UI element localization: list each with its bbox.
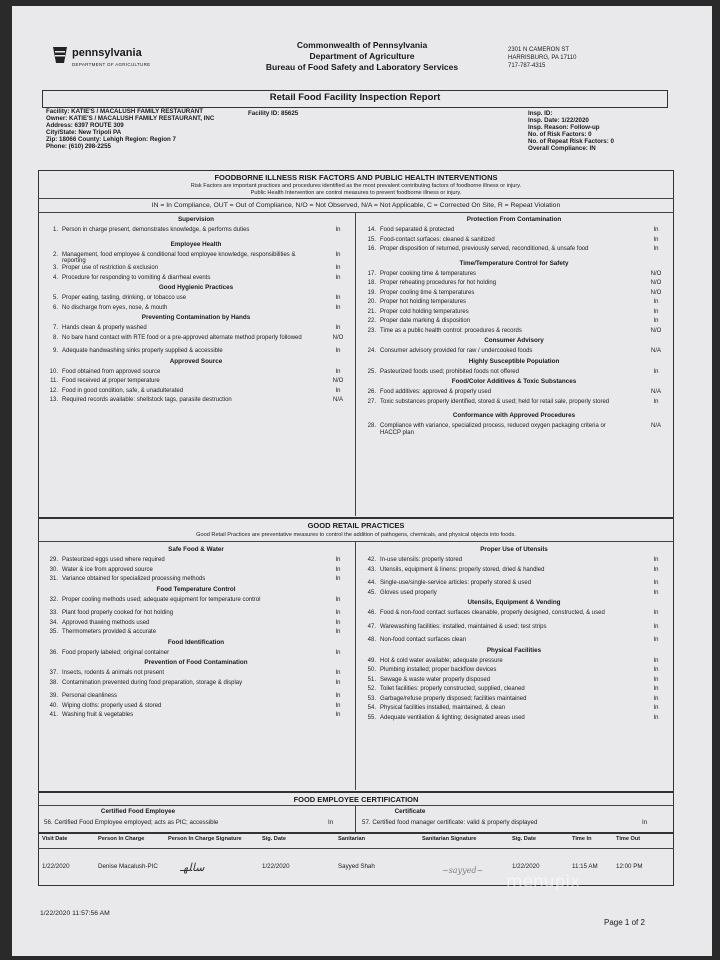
item-description: Proper cold holding temperatures xyxy=(380,308,469,315)
facility-name: Facility: KATIE'S / MACALUSH FAMILY RESTAURANT xyxy=(46,108,203,115)
item-description: Insects, rodents & animals not present xyxy=(62,670,165,676)
item-number: 37. xyxy=(49,670,58,676)
item-description: Adequate ventilation & lighting; designated areas used xyxy=(380,714,525,721)
item-status: In xyxy=(335,295,341,301)
item-status: In xyxy=(653,368,659,375)
sig-header: Sig. Date xyxy=(262,836,286,842)
item-status: N/O xyxy=(650,270,662,277)
item-status: In xyxy=(653,686,659,692)
item-number: 10. xyxy=(49,368,58,375)
item-number: 42. xyxy=(367,557,376,563)
item-number: 45. xyxy=(367,589,376,596)
cert-right-head: Certificate xyxy=(394,808,426,815)
item-description: Food received at proper temperature xyxy=(62,378,160,384)
item-status: In xyxy=(653,580,659,586)
item-number: 30. xyxy=(49,566,58,573)
item-description: Food & non-food contact surfaces cleanable, properly designed, constructed, & used xyxy=(380,610,605,616)
cert-left-status: In xyxy=(328,819,334,826)
section-subheading: Food/Color Additives & Toxic Substances xyxy=(451,378,577,385)
foodborne-desc-1: Risk Factors are important practices and procedures identified as the most prevalent contributing factors of foodborne illness or injury. xyxy=(190,183,522,189)
item-number: 13. xyxy=(49,397,58,403)
insp-risk-factors: No. of Risk Factors: 0 xyxy=(528,131,592,138)
item-status: In xyxy=(335,670,341,676)
item-status: N/A xyxy=(650,348,661,354)
item-number: 33. xyxy=(49,610,58,616)
section-subheading: Time/Temperature Control for Safety xyxy=(459,259,569,267)
item-number: 9. xyxy=(52,348,58,354)
item-description: Physical facilities installed, maintained, & clean xyxy=(380,705,506,711)
item-number: 26. xyxy=(367,389,376,395)
item-number: 21. xyxy=(367,308,376,315)
sig-header: Sig. Date xyxy=(512,836,536,842)
item-number: 43. xyxy=(367,566,376,573)
item-number: 35. xyxy=(49,629,58,635)
item-number: 16. xyxy=(367,246,376,252)
item-description: Food in good condition, safe, & unadulterated xyxy=(62,387,184,394)
item-status: N/A xyxy=(332,397,343,403)
item-status: In xyxy=(335,368,341,375)
item-status: In xyxy=(335,596,341,603)
item-description: Single-use/single-service articles: properly stored & used xyxy=(380,580,532,586)
item-number: 41. xyxy=(49,712,58,718)
item-status: In xyxy=(653,705,659,711)
insp-repeat-risk: No. of Repeat Risk Factors: 0 xyxy=(528,138,614,145)
item-status: N/O xyxy=(332,334,344,341)
pa-keystone-icon xyxy=(52,46,68,64)
section-subheading: Good Hygienic Practices xyxy=(158,284,234,291)
sig-header: Sanitarian Signature xyxy=(422,836,477,842)
item-description: Utensils, equipment & linens: properly stored, dried & handled xyxy=(380,566,545,573)
certification-title: FOOD EMPLOYEE CERTIFICATION xyxy=(293,795,419,804)
item-description: Food additives: approved & properly used xyxy=(380,389,492,395)
cert-left-head: Certified Food Employee xyxy=(100,808,176,815)
item-number: 3. xyxy=(52,265,58,271)
item-status: In xyxy=(653,637,659,643)
item-number: 12. xyxy=(49,387,58,394)
item-number: 18. xyxy=(367,280,376,286)
item-status: In xyxy=(335,619,341,626)
item-number: 29. xyxy=(49,557,58,563)
org-line-2: Department of Agriculture xyxy=(309,51,415,61)
item-status: N/O xyxy=(650,280,662,286)
item-description: Procedure for responding to vomiting & diarrheal events xyxy=(62,274,211,281)
section-subheading: Physical Facilities xyxy=(486,646,542,654)
item-description: Proper date marking & disposition xyxy=(380,318,471,324)
item-description: Required records available: shellstock tags, parasite destruction xyxy=(62,397,232,403)
facility-id: Facility ID: 85625 xyxy=(248,110,299,117)
section-subheading: Prevention of Food Contamination xyxy=(144,659,248,666)
item-description: Food separated & protected xyxy=(380,227,455,233)
item-number: 38. xyxy=(49,679,58,686)
item-description: Wiping cloths: properly used & stored xyxy=(62,702,162,709)
section-subheading: Food Temperature Control xyxy=(156,585,236,593)
item-number: 8. xyxy=(52,334,58,341)
item-status: In xyxy=(335,693,341,699)
section-subheading: Utensils, Equipment & Vending xyxy=(467,599,561,606)
item-description: Food properly labeled; original container xyxy=(62,649,170,656)
item-number: 53. xyxy=(367,695,376,702)
item-status: N/O xyxy=(650,289,662,296)
item-description: No discharge from eyes, nose, & mouth xyxy=(62,304,168,311)
foodborne-title: FOODBORNE ILLNESS RISK FACTORS AND PUBLIC HEALTH INTERVENTIONS xyxy=(214,173,498,182)
item-description: Hands clean & properly washed xyxy=(62,325,147,331)
item-number: 52. xyxy=(367,686,376,692)
item-description: Warewashing facilities: installed, maintained & used; test strips xyxy=(380,623,547,630)
item-number: 2. xyxy=(52,251,58,258)
sig-header: Person In Charge Signature xyxy=(168,836,242,842)
section-subheading: Supervision xyxy=(177,216,215,223)
section-subheading: Food Identification xyxy=(167,638,225,646)
section-subheading: Employee Health xyxy=(170,240,222,248)
item-number: 39. xyxy=(49,693,58,699)
item-status: In xyxy=(653,557,659,563)
item-description: Compliance with variance, specialized process, reduced oxygen packaging criteria or HACCP plan xyxy=(380,423,606,436)
item-description: Proper cooling time & temperatures xyxy=(380,289,475,296)
item-description: Variance obtained for specialized processing methods xyxy=(62,576,206,582)
item-status: In xyxy=(653,227,659,233)
item-status: In xyxy=(335,387,341,394)
item-status: In xyxy=(335,576,341,582)
item-number: 11. xyxy=(50,378,58,384)
item-number: 4. xyxy=(52,274,58,281)
item-status: In xyxy=(335,557,341,563)
item-status: In xyxy=(653,318,659,324)
item-status: In xyxy=(653,299,659,305)
sig-header: Person In Charge xyxy=(98,836,145,842)
item-status: In xyxy=(653,623,659,630)
sig-value: Denise Macalush-PIC xyxy=(98,863,158,870)
item-number: 46. xyxy=(367,610,376,616)
item-number: 44. xyxy=(367,580,376,586)
print-timestamp: 1/22/2020 11:57:56 AM xyxy=(40,910,110,917)
item-description: Water & ice from approved source xyxy=(62,566,153,573)
item-number: 7. xyxy=(52,325,58,331)
item-status: In xyxy=(335,610,341,616)
item-description: Garbage/refuse properly disposed; facilities maintained xyxy=(380,695,527,702)
sig-value: 12:00 PM xyxy=(616,863,643,870)
item-number: 25. xyxy=(367,368,376,375)
item-description: Proper cooking time & temperatures xyxy=(380,270,477,277)
org-line-3: Bureau of Food Safety and Laboratory Services xyxy=(265,62,459,72)
item-number: 48. xyxy=(367,637,376,643)
foodborne-desc-2: Public Health Intervention are control measures to prevent foodborne illness or injury. xyxy=(250,190,462,196)
section-subheading: Highly Susceptible Population xyxy=(468,357,560,365)
item-description: Proper disposition of returned, previously served, reconditioned, & unsafe food xyxy=(380,246,589,252)
item-number: 51. xyxy=(367,676,376,683)
address-line-1: 2301 N CAMERON ST xyxy=(508,47,570,53)
insp-date: Insp. Date: 1/22/2020 xyxy=(528,117,589,124)
item-description: Food-contact surfaces: cleaned & sanitized xyxy=(380,236,495,243)
item-status: In xyxy=(335,649,341,656)
item-description: Management, food employee & conditional food employee knowledge, responsibilities & reporting xyxy=(62,251,296,265)
item-number: 34. xyxy=(49,619,58,626)
item-number: 36. xyxy=(49,649,58,656)
facility-phone: Phone: (610) 298-2255 xyxy=(46,143,111,150)
item-status: In xyxy=(335,566,341,573)
item-status: In xyxy=(335,679,341,686)
item-status: In xyxy=(335,227,341,233)
item-status: In xyxy=(653,236,659,243)
item-status: N/A xyxy=(650,423,661,429)
item-description: Personal cleanliness xyxy=(62,693,118,699)
item-number: 50. xyxy=(367,667,376,673)
item-description: Thermometers provided & accurate xyxy=(62,629,157,635)
item-status: In xyxy=(653,657,659,664)
item-description: Hot & cold water available; adequate pressure xyxy=(380,657,503,664)
item-status: In xyxy=(653,610,659,616)
logo-name: pennsylvania xyxy=(72,47,142,59)
item-description: Plumbing installed; proper backflow devices xyxy=(380,667,497,673)
logo-subtitle: DEPARTMENT OF AGRICULTURE xyxy=(72,62,151,67)
item-status: N/O xyxy=(650,327,662,334)
retail-title: GOOD RETAIL PRACTICES xyxy=(307,521,405,530)
org-line-1: Commonwealth of Pennsylvania xyxy=(296,40,428,50)
item-number: 47. xyxy=(367,623,376,630)
section-subheading: Protection From Contamination xyxy=(466,216,562,223)
section-subheading: Proper Use of Utensils xyxy=(480,546,548,553)
facility-city: City/State: New Tripoli PA xyxy=(46,129,122,136)
item-number: 32. xyxy=(49,596,58,603)
address-line-2: HARRISBURG, PA 17110 xyxy=(508,55,577,61)
insp-id: Insp. ID: xyxy=(528,110,553,117)
item-number: 31. xyxy=(49,576,58,582)
item-status: In xyxy=(653,308,659,315)
item-status: In xyxy=(653,566,659,573)
item-description: Approved thawing methods used xyxy=(62,619,150,626)
item-description: Adequate handwashing sinks properly supplied & accessible xyxy=(62,348,223,354)
item-number: 15. xyxy=(367,236,376,243)
section-subheading: Consumer Advisory xyxy=(484,337,544,344)
item-description: Sewage & waste water properly disposed xyxy=(380,676,491,683)
item-number: 55. xyxy=(367,714,376,721)
item-number: 6. xyxy=(52,304,58,311)
item-status: In xyxy=(653,676,659,683)
item-description: No bare hand contact with RTE food or a pre-approved alternate method properly followed xyxy=(62,334,302,341)
item-description: Washing fruit & vegetables xyxy=(62,712,134,718)
item-description: Gloves used properly xyxy=(380,589,437,596)
report-title: Retail Food Facility Inspection Report xyxy=(269,92,441,103)
item-description: In-use utensils: properly stored xyxy=(380,557,463,563)
item-status: In xyxy=(653,714,659,721)
status-legend: IN = In Compliance, OUT = Out of Compliance, N/O = Not Observed, N/A = Not Applicable, C = Corrected On Site, R = Repeat Violation xyxy=(151,202,561,209)
sig-header: Visit Date xyxy=(42,836,68,842)
item-number: 14. xyxy=(367,227,376,233)
report-page xyxy=(12,6,712,956)
item-status: In xyxy=(653,667,659,673)
address-line-3: 717-787-4315 xyxy=(508,63,546,69)
item-status: In xyxy=(335,274,341,281)
item-status: N/A xyxy=(650,389,661,395)
sanitarian-signature: ~sayyed~ xyxy=(442,866,484,875)
item-status: In xyxy=(335,348,341,354)
item-number: 49. xyxy=(367,657,376,664)
sig-value: 11:15 AM xyxy=(572,863,598,870)
item-description: Proper use of restriction & exclusion xyxy=(62,265,159,271)
sig-header: Time In xyxy=(572,836,592,842)
item-number: 28. xyxy=(367,423,376,429)
item-description: Toilet facilities: properly constructed, supplied, cleaned xyxy=(380,686,525,692)
section-subheading: Conformance with Approved Procedures xyxy=(452,412,576,419)
item-description: Contamination prevented during food preparation, storage & display xyxy=(62,679,243,686)
item-status: In xyxy=(653,246,659,252)
item-number: 23. xyxy=(367,327,376,334)
retail-desc: Good Retail Practices are preventative measures to control the addition of pathogens, chemicals, and physical objects into foods. xyxy=(196,532,516,538)
insp-reason: Insp. Reason: Follow-up xyxy=(528,124,600,131)
item-description: Non-food contact surfaces clean xyxy=(380,637,467,643)
sig-header: Sanitarian xyxy=(338,836,366,842)
item-status: In xyxy=(335,702,341,709)
item-description: Plant food properly cooked for hot holding xyxy=(62,610,174,616)
item-status: In xyxy=(335,629,341,635)
item-description: Pasteurized eggs used where required xyxy=(62,557,165,563)
item-status: In xyxy=(653,398,659,405)
section-subheading: Approved Source xyxy=(169,357,223,365)
sig-value: 1/22/2020 xyxy=(42,863,70,870)
item-status: In xyxy=(335,265,341,271)
item-description: Proper hot holding temperatures xyxy=(380,299,467,305)
item-description: Proper cooling methods used; adequate equipment for temperature control xyxy=(62,596,261,603)
item-number: 54. xyxy=(367,705,376,711)
sig-header: Time Out xyxy=(616,836,641,842)
item-status: In xyxy=(335,712,341,718)
item-number: 1. xyxy=(52,227,58,233)
section-subheading: Safe Food & Water xyxy=(168,546,224,553)
page-number: Page 1 of 2 xyxy=(604,918,645,927)
pic-signature: ﺳﺎﻠﻬـ xyxy=(180,861,205,874)
item-description: Food obtained from approved source xyxy=(62,368,161,375)
facility-address: Address: 6397 ROUTE 309 xyxy=(46,122,124,129)
cert-right-item: 57. Certified food manager certificate: valid & properly displayed xyxy=(362,819,538,826)
item-status: In xyxy=(335,251,341,258)
watermark-logo: menupix xyxy=(506,872,581,892)
item-number: 40. xyxy=(49,702,58,709)
item-number: 20. xyxy=(367,299,376,305)
item-description: Person in charge present, demonstrates knowledge, & performs duties xyxy=(62,227,250,233)
cert-right-status: In xyxy=(642,819,648,826)
item-status: In xyxy=(335,325,341,331)
item-description: Proper eating, tasting, drinking, or tobacco use xyxy=(62,295,187,301)
item-status: In xyxy=(653,589,659,596)
item-description: Time as a public health control: procedures & records xyxy=(380,327,522,334)
cert-left-item: 56. Certified Food Employee employed; acts as PIC; accessible xyxy=(44,819,219,826)
item-description: Pasteurized foods used; prohibited foods not offered xyxy=(380,368,519,375)
item-status: In xyxy=(653,695,659,702)
item-number: 22. xyxy=(367,318,376,324)
sig-value: 1/22/2020 xyxy=(512,863,540,870)
item-number: 5. xyxy=(52,295,58,301)
item-status: N/O xyxy=(332,378,344,384)
item-description: Toxic substances properly identified, stored & used; held for retail sale, properly stored xyxy=(380,398,610,405)
item-number: 17. xyxy=(367,270,376,277)
sig-value: 1/22/2020 xyxy=(262,863,290,870)
item-number: 27. xyxy=(367,398,376,405)
sig-value: Sayyed Shah xyxy=(338,863,375,870)
item-description: Proper reheating procedures for hot holding xyxy=(380,280,497,286)
item-description: Consumer advisory provided for raw / undercooked foods xyxy=(380,348,533,354)
insp-overall: Overall Compliance: IN xyxy=(528,145,596,152)
facility-zip: Zip: 18066 County: Lehigh Region: Region 7 xyxy=(46,136,176,143)
facility-owner: Owner: KATIE'S / MACALUSH FAMILY RESTAURANT, INC xyxy=(46,115,215,122)
item-number: 19. xyxy=(367,289,376,296)
item-number: 24. xyxy=(367,348,376,354)
section-subheading: Preventing Contamination by Hands xyxy=(141,314,251,321)
item-status: In xyxy=(335,304,341,311)
